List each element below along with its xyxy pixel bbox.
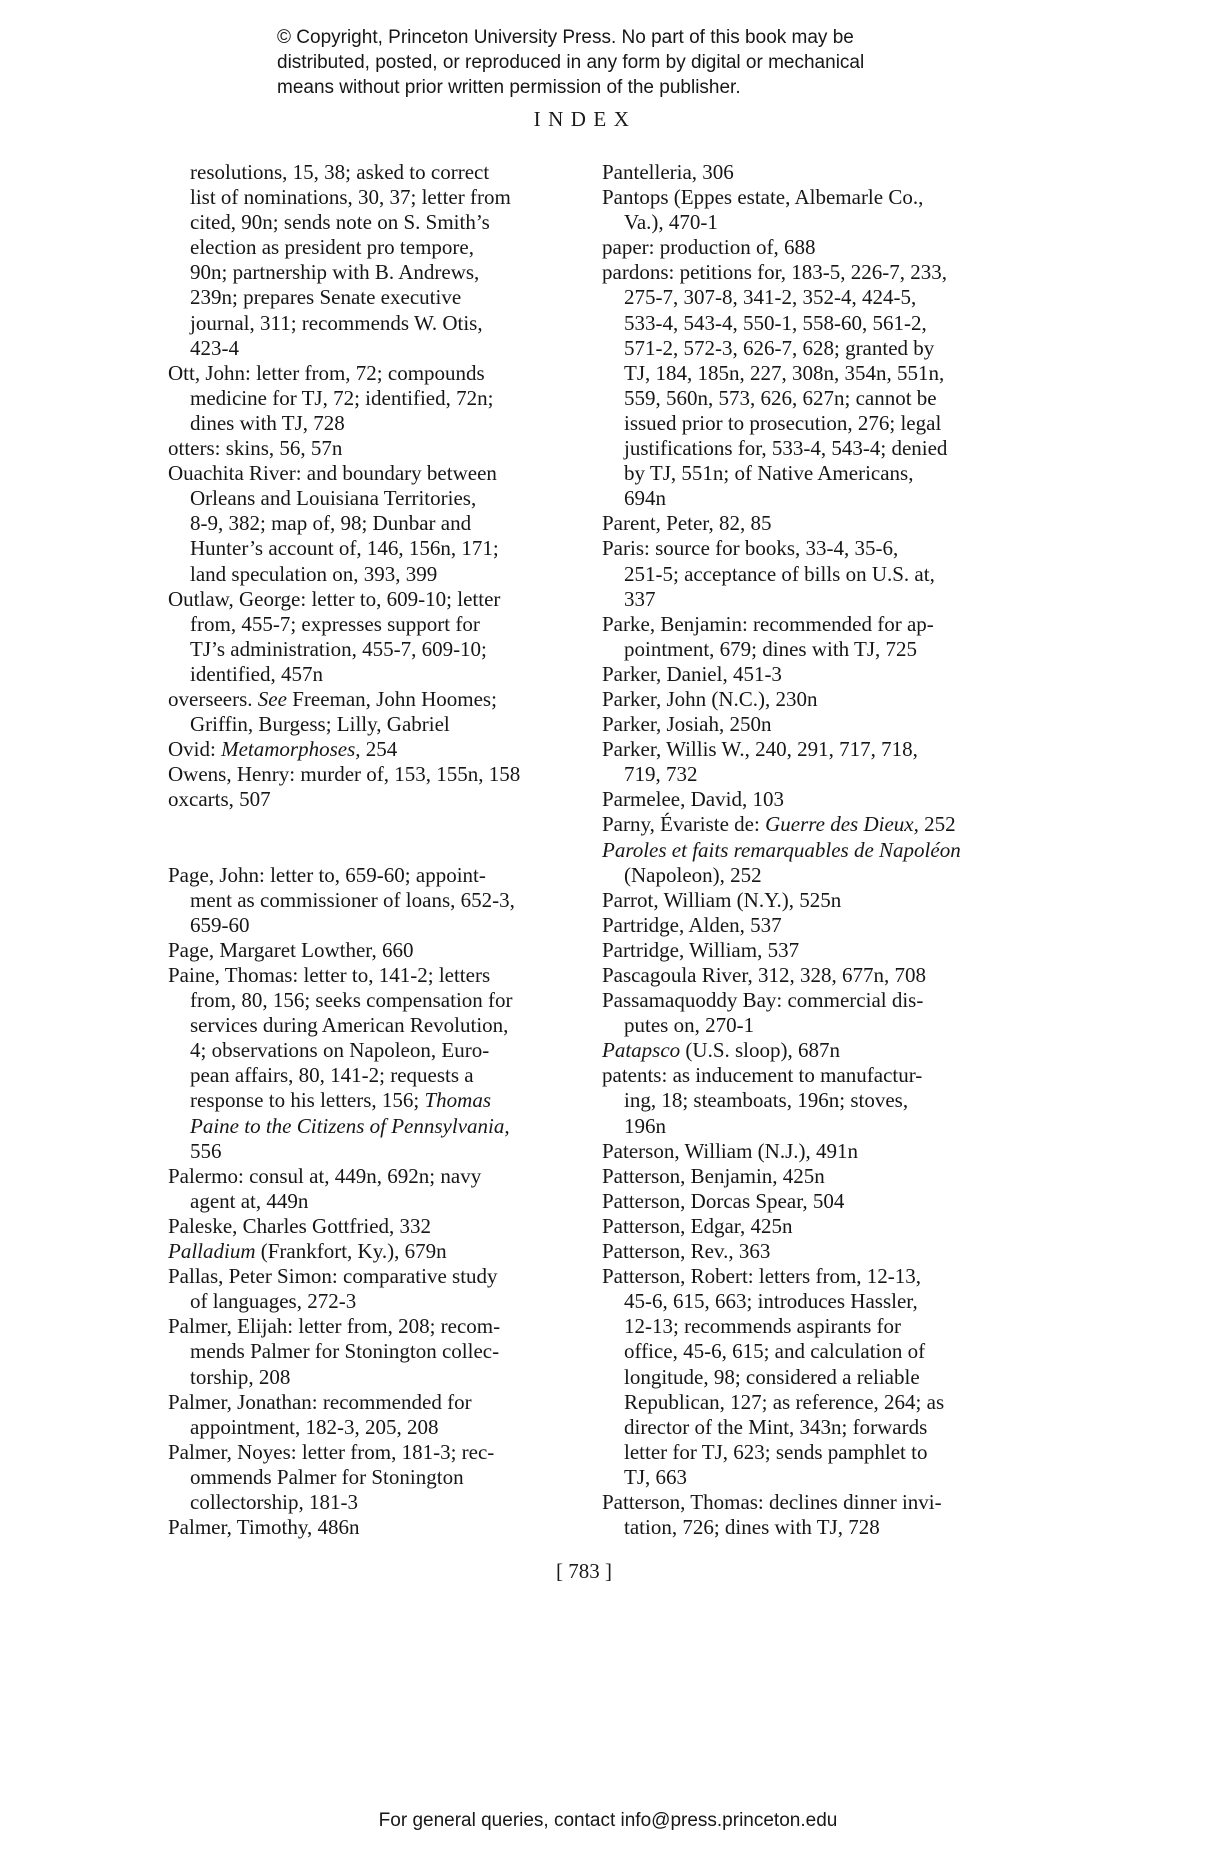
index-section-gap [168,812,613,837]
index-text: election as president pro tempore, [190,235,474,260]
index-text: Pantelleria, 306 [602,160,734,184]
index-line [602,285,1047,310]
index-text: Patterson, Benjamin, 425n [602,1163,825,1188]
index-text: Orleans and Louisiana Territories, [190,486,477,511]
index-line [602,662,1047,687]
index-line [168,1465,613,1490]
index-text: Ouachita River: and boundary between [168,461,497,486]
index-text: of languages, 272-3 [190,1289,357,1314]
index-text: identified, 457n [190,661,323,686]
index-text: Parmelee, David, 103 [602,787,784,812]
index-line [602,787,1047,812]
index-line [602,486,1047,511]
index-line [168,511,613,536]
index-line [602,1515,1047,1540]
index-line [602,1339,1047,1364]
index-text: oxcarts, 507 [168,787,271,812]
index-line [168,1365,613,1390]
index-line [602,712,1047,737]
index-line [168,637,613,662]
index-line [602,311,1047,336]
index-text: Ovid: [168,737,222,762]
index-text: Patterson, Robert: letters from, 12-13, [602,1264,922,1289]
index-line [168,1013,613,1038]
index-text: 659-60 [190,912,250,937]
index-text-italic: See [257,686,287,711]
index-text: pardons: petitions for, 183-5, 226-7, 233, [602,260,948,285]
index-text: 251-5; acceptance of bills on U.S. at, [624,561,935,586]
index-text: Paleske, Charles Gottfried, 332 [168,1213,432,1238]
index-text-italic: Thomas [424,1088,491,1113]
index-text: (U.S. sloop), 687n [680,1038,840,1063]
index-text: Patterson, Thomas: declines dinner invi- [602,1489,942,1514]
index-text: Freeman, John Hoomes; [286,686,497,711]
index-line [168,1264,613,1289]
index-line [168,486,613,511]
index-text: Parent, Peter, 82, 85 [602,511,772,536]
footer-contact-text: For general queries, contact info@press.princeton.edu [378,1810,838,1831]
index-text: Passamaquoddy Bay: commercial dis- [602,988,924,1013]
index-line [602,436,1047,461]
index-text: Page, John: letter to, 659-60; appoint- [168,862,486,887]
index-line [602,210,1047,235]
index-text: Va.), 470-1 [624,210,718,235]
index-text: 254 [360,737,398,762]
index-line [602,1139,1047,1164]
index-text: Palmer, Elijah: letter from, 208; recom- [168,1314,501,1339]
index-line [602,1440,1047,1465]
index-text: issued prior to prosecution, 276; legal [624,410,942,435]
index-text: pean affairs, 80, 141-2; requests a [190,1063,474,1088]
index-text: ment as commissioner of loans, 652-3, [190,887,515,912]
index-line [602,888,1047,913]
index-text: Parker, Willis W., 240, 291, 717, 718, [602,737,918,762]
index-text: collectorship, 181-3 [190,1489,358,1514]
index-line [602,762,1047,787]
index-line [168,562,613,587]
index-line [168,1038,613,1063]
index-text: Parker, Josiah, 250n [602,712,772,737]
index-line [602,461,1047,486]
index-text: 90n; partnership with B. Andrews, [190,260,480,285]
index-line [168,963,613,988]
index-line [168,235,613,260]
index-line [168,311,613,336]
index-text: cited, 90n; sends note on S. Smith’s [190,210,490,235]
index-line [602,1365,1047,1390]
index-line [602,1013,1047,1038]
index-line [602,687,1047,712]
index-text: 533-4, 543-4, 550-1, 558-60, 561-2, [624,310,927,335]
index-line [602,1490,1047,1515]
index-text: journal, 311; recommends W. Otis, [190,310,483,335]
index-text-italic: Guerre des Dieux, [765,812,919,837]
index-line [168,988,613,1013]
index-line [602,562,1047,587]
index-line [602,1214,1047,1239]
index-text: 556 [190,1138,222,1163]
index-line [602,838,1047,863]
index-text-italic: Paroles et faits remarquables de Napoléon [602,837,961,862]
index-text: Parke, Benjamin: recommended for ap- [602,611,934,636]
index-line [168,712,613,737]
index-line [602,1164,1047,1189]
index-line [168,687,613,712]
index-text: Griffin, Burgess; Lilly, Gabriel [190,712,450,737]
index-line [602,1415,1047,1440]
index-line [168,1390,613,1415]
index-text: 571-2, 572-3, 626-7, 628; granted by [624,335,935,360]
index-text: Patterson, Edgar, 425n [602,1213,793,1238]
index-line [602,1239,1047,1264]
index-line [602,260,1047,285]
index-line [168,1339,613,1364]
index-text: resolutions, 15, 38; asked to correct [190,160,490,184]
index-line [602,737,1047,762]
index-line [168,361,613,386]
index-line [168,461,613,486]
index-line [602,988,1047,1013]
index-text: 4; observations on Napoleon, Euro- [190,1038,490,1063]
index-text-italic: Metamorphoses, [221,737,361,762]
index-text: from, 455-7; expresses support for [190,611,480,636]
index-text: director of the Mint, 343n; forwards [624,1414,928,1439]
index-line [602,1189,1047,1214]
index-text: tation, 726; dines with TJ, 728 [624,1515,880,1540]
index-line [602,336,1047,361]
index-line [602,1289,1047,1314]
index-text-italic: Patapsco [602,1038,681,1063]
index-text: Outlaw, George: letter to, 609-10; letter [168,586,501,611]
index-text: Pascagoula River, 312, 328, 677n, 708 [602,963,927,987]
index-text: 694n [624,486,666,511]
index-text: Parrot, William (N.Y.), 525n [602,887,842,912]
copyright-notice [277,25,864,100]
index-text: pointment, 679; dines with TJ, 725 [624,636,918,661]
index-line [602,1038,1047,1063]
index-text: Partridge, Alden, 537 [602,912,782,937]
index-line [168,1289,613,1314]
index-text: Patterson, Dorcas Spear, 504 [602,1188,845,1213]
index-line [602,185,1047,210]
index-line [602,511,1047,536]
index-line [168,1415,613,1440]
index-line [168,1314,613,1339]
index-text: 196n [624,1113,666,1138]
index-text: from, 80, 156; seeks compensation for [190,988,513,1013]
index-text: 8-9, 382; map of, 98; Dunbar and [190,511,472,536]
index-text: 45-6, 615, 663; introduces Hassler, [624,1289,918,1314]
index-line [602,1264,1047,1289]
index-text: putes on, 270-1 [624,1013,755,1038]
index-text: Pallas, Peter Simon: comparative study [168,1264,498,1289]
index-line [168,185,613,210]
index-text: 275-7, 307-8, 341-2, 352-4, 424-5, [624,285,917,310]
index-text: Paterson, William (N.J.), 491n [602,1138,858,1163]
index-line [168,1063,613,1088]
index-line [168,336,613,361]
index-line [168,737,613,762]
index-line [168,1214,613,1239]
index-text: response to his letters, 156; [190,1088,425,1113]
index-line [168,210,613,235]
index-text: 12-13; recommends aspirants for [624,1314,902,1339]
index-text-italic: Palladium [168,1239,256,1264]
index-line [168,888,613,913]
copyright-line: distributed, posted, or reproduced in any form by digital or mechanical [277,52,865,73]
index-text: Ott, John: letter from, 72; compounds [168,360,485,385]
index-line [168,1139,613,1164]
index-line [168,1440,613,1465]
index-text: TJ, 184, 185n, 227, 308n, 354n, 551n, [624,360,945,385]
index-text: TJ, 663 [624,1464,687,1489]
index-line [602,913,1047,938]
index-text: agent at, 449n [190,1188,309,1213]
index-line [602,612,1047,637]
index-text: letter for TJ, 623; sends pamphlet to [624,1439,928,1464]
index-line [168,1490,613,1515]
copyright-line: © Copyright, Princeton University Press. No part of this book may be [277,27,854,48]
index-line [168,612,613,637]
index-text: Palmer, Timothy, 486n [168,1515,360,1540]
index-line [168,436,613,461]
index-line [602,1063,1047,1088]
index-text: 252 [918,812,956,837]
index-line [168,536,613,561]
index-line [168,411,613,436]
index-line [602,587,1047,612]
index-text: office, 45-6, 615; and calculation of [624,1339,926,1364]
index-text: 423-4 [190,335,239,360]
index-line [168,1189,613,1214]
index-text: justifications for, 533-4, 543-4; denied [624,436,948,461]
index-line [602,386,1047,411]
index-text: Palmer, Noyes: letter from, 181-3; rec- [168,1439,495,1464]
index-line [168,587,613,612]
index-line [602,1314,1047,1339]
index-text: 337 [624,586,656,611]
index-line [168,1239,613,1264]
index-line [168,386,613,411]
index-line [168,160,613,185]
index-text: (Frankfort, Ky.), 679n [255,1239,447,1264]
index-text: Palmer, Jonathan: recommended for [168,1389,472,1414]
index-text: Partridge, William, 537 [602,937,800,962]
index-text: Hunter’s account of, 146, 156n, 171; [190,536,499,561]
index-line [602,637,1047,662]
index-line [168,260,613,285]
index-text: Paris: source for books, 33-4, 35-6, [602,536,899,561]
index-line [168,285,613,310]
index-line [168,762,613,787]
index-section-gap [168,838,613,863]
index-text: Patterson, Rev., 363 [602,1239,771,1264]
index-text-italic: Paine to the Citizens of Pennsylvania, [190,1113,510,1138]
index-text: Parny, Évariste de: [602,812,766,837]
index-text: Republican, 127; as reference, 264; as [624,1389,945,1414]
index-text: Owens, Henry: murder of, 153, 155n, 158 [168,762,521,787]
index-line [168,1515,613,1540]
index-line [602,536,1047,561]
index-text: ing, 18; steamboats, 196n; stoves, [624,1088,909,1113]
index-line [602,1088,1047,1113]
index-text: by TJ, 551n; of Native Americans, [624,461,914,486]
index-line [602,963,1047,988]
index-text: ommends Palmer for Stonington [190,1464,464,1489]
index-text: mends Palmer for Stonington collec- [190,1339,500,1364]
index-line [602,1114,1047,1139]
index-text: overseers. [168,686,258,711]
index-text: paper: production of, 688 [602,235,816,260]
index-line [602,812,1047,837]
index-text: otters: skins, 56, 57n [168,436,343,461]
index-line [168,662,613,687]
page-number: [ 783 ] [556,1559,612,1583]
index-text: list of nominations, 30, 37; letter from [190,185,511,210]
index-line [602,938,1047,963]
index-text: Paine, Thomas: letter to, 141-2; letters [168,963,491,987]
index-line [168,1164,613,1189]
index-text: Page, Margaret Lowther, 660 [168,937,414,962]
index-line [602,361,1047,386]
index-text: land speculation on, 393, 399 [190,561,438,586]
index-column-left [168,160,613,1540]
index-column-right [602,160,1047,1540]
index-text: 239n; prepares Senate executive [190,285,462,310]
index-text: dines with TJ, 728 [190,410,345,435]
index-text: 719, 732 [624,762,698,787]
index-text: Parker, Daniel, 451-3 [602,661,782,686]
index-line [602,1465,1047,1490]
index-line [168,938,613,963]
page-title: INDEX [533,107,637,131]
index-line [602,411,1047,436]
index-line [602,1390,1047,1415]
index-line [602,863,1047,888]
copyright-line: means without prior written permission of the publisher. [277,77,741,98]
index-text: longitude, 98; considered a reliable [624,1364,920,1389]
index-line [168,1114,613,1139]
index-text: 559, 560n, 573, 626, 627n; cannot be [624,385,937,410]
index-line [168,913,613,938]
index-text: medicine for TJ, 72; identified, 72n; [190,385,494,410]
index-line [168,863,613,888]
index-text: Palermo: consul at, 449n, 692n; navy [168,1163,482,1188]
index-line [602,160,1047,185]
index-line [168,787,613,812]
index-text: TJ’s administration, 455-7, 609-10; [190,636,487,661]
index-text: patents: as inducement to manufactur- [602,1063,923,1088]
index-text: Parker, John (N.C.), 230n [602,686,818,711]
index-line [602,235,1047,260]
index-text: services during American Revolution, [190,1013,509,1038]
index-text: appointment, 182-3, 205, 208 [190,1414,439,1439]
index-line [168,1088,613,1113]
index-text: torship, 208 [190,1364,291,1389]
index-text: (Napoleon), 252 [624,862,762,887]
index-text: Pantops (Eppes estate, Albemarle Co., [602,185,924,210]
